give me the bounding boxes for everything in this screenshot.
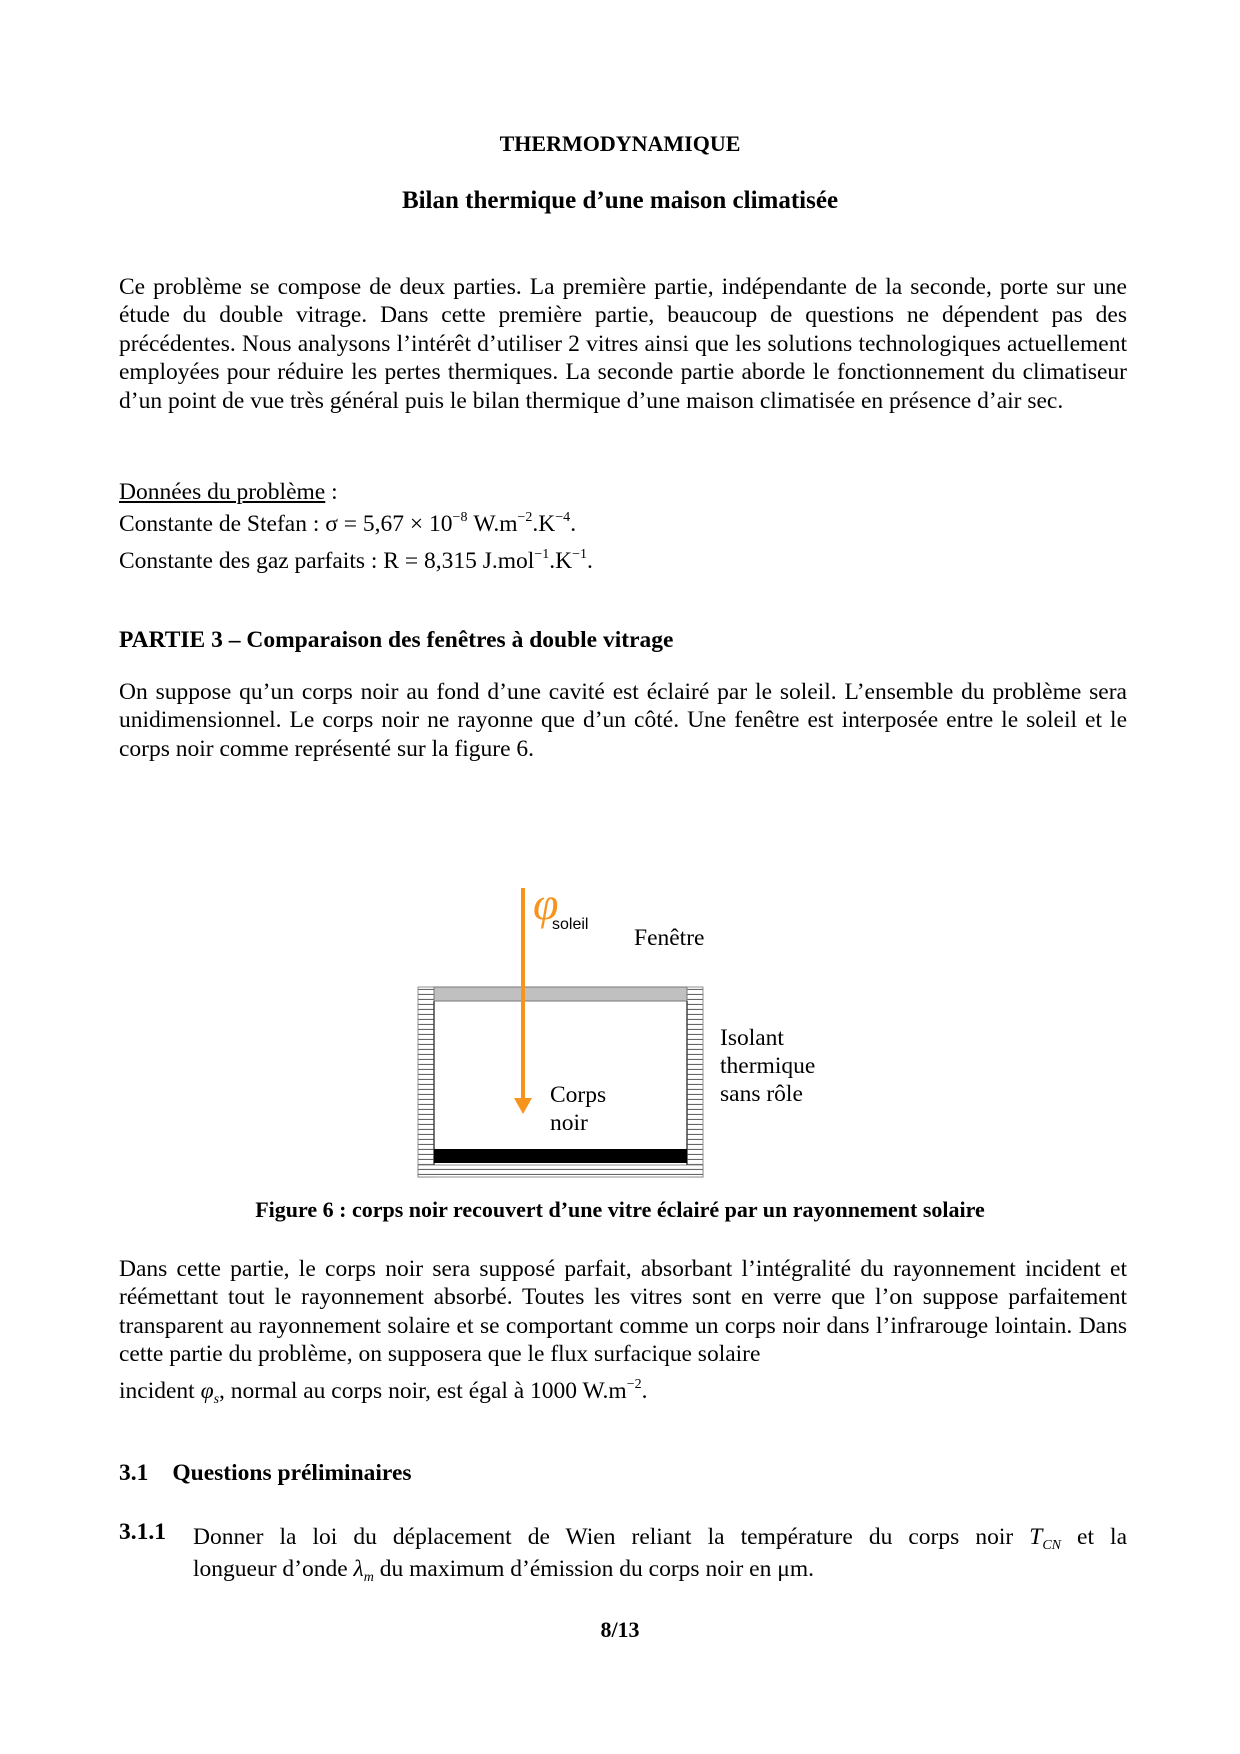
part3-heading: PARTIE 3 – Comparaison des fenêtres à double vitrage bbox=[119, 627, 674, 653]
insulation-bottom bbox=[418, 1165, 703, 1177]
section-3-1-heading bbox=[119, 1460, 412, 1487]
question-number: 3.1.1 bbox=[119, 1519, 166, 1545]
question-text-c: longueur d’onde bbox=[193, 1556, 354, 1582]
intro-paragraph: Ce problème se compose de deux parties. La première partie, indépendante de la seconde, porte sur une étude du double vitrage. Dans cette première partie, beaucoup de questions ne dépendent pas des précédentes. Nous analysons l’intérêt d’utiliser 2 vitres ainsi que les solutions technologiques actuellement employées pour réduire les pertes thermiques. La seconde partie aborde le fonctionnement du climatiseur d’un point de vue très général puis le bilan thermique d’une maison climatisée en présence d’air sec. bbox=[119, 274, 1127, 414]
stefan-unit-exp1: −2 bbox=[517, 510, 533, 525]
phi-s-subscript: s bbox=[213, 1392, 220, 1407]
data-heading-suffix: : bbox=[325, 479, 338, 505]
question-text-b: et la bbox=[1061, 1524, 1128, 1550]
question-line-2 bbox=[193, 1556, 814, 1583]
gas-end: . bbox=[586, 548, 593, 574]
gas-exp1: −1 bbox=[534, 547, 550, 562]
insulation-label-1: Isolant bbox=[720, 1025, 784, 1051]
insulation-label-3: sans rôle bbox=[720, 1081, 803, 1107]
window-glass bbox=[434, 987, 687, 1001]
stefan-exponent: −8 bbox=[452, 510, 468, 525]
insulation-right bbox=[687, 987, 703, 1177]
window-label: Fenêtre bbox=[634, 925, 705, 951]
lambda-symbol: λ bbox=[353, 1556, 364, 1582]
gas-value: R = 8,315 J.mol bbox=[383, 548, 535, 574]
t-symbol: T bbox=[1029, 1524, 1043, 1550]
body-label-1: Corps bbox=[550, 1082, 607, 1108]
insulation-left bbox=[418, 987, 434, 1177]
flux-exponent: −2 bbox=[626, 1377, 642, 1392]
page-title: Bilan thermique d’une maison climatisée bbox=[401, 187, 839, 214]
part3-paragraph: On suppose qu’un corps noir au fond d’une cavité est éclairé par le soleil. L’ensemble du problème sera unidimensionnel. Le corps noir ne rayonne que d’un côté. Une fenêtre est interposée entre le soleil et le corps noir comme représenté sur la figure 6. bbox=[119, 679, 1127, 762]
t-subscript: CN bbox=[1042, 1538, 1061, 1553]
lambda-subscript: m bbox=[363, 1570, 374, 1585]
subject-heading: THERMODYNAMIQUE bbox=[499, 131, 741, 156]
solar-arrow-head bbox=[514, 1098, 532, 1114]
question-text-e: . bbox=[808, 1556, 814, 1582]
stefan-unit: W.m bbox=[467, 511, 518, 537]
body-label-2: noir bbox=[550, 1110, 588, 1136]
section-number: 3.1 bbox=[119, 1460, 149, 1486]
phi-s-symbol: φ bbox=[200, 1378, 214, 1404]
phi-symbol: φ bbox=[533, 878, 559, 929]
page-number: 8/13 bbox=[600, 1617, 640, 1642]
part3-paragraph-2-last bbox=[119, 1378, 647, 1405]
flux-value: 1000 W.m bbox=[530, 1378, 627, 1404]
gas-label: Constante des gaz parfaits : bbox=[119, 548, 384, 574]
phi-subscript: soleil bbox=[552, 916, 589, 933]
stefan-end: . bbox=[570, 511, 577, 537]
part3-paragraph-2-main: Dans cette partie, le corps noir sera supposé parfait, absorbant l’intégralité du rayonnement incident et réémettant tout le rayonnement absorbé. Toutes les vitres sont en verre que l’on suppose parfaitement transparent au rayonnement solaire et se comportant comme un corps noir dans l’infrarouge lointain. Dans cette partie du problème, on supposera que le flux surfacique solaire bbox=[119, 1256, 1127, 1368]
stefan-value: σ = 5,67 × 10 bbox=[325, 511, 453, 537]
gas-exp2: −1 bbox=[572, 547, 587, 562]
question-line-1 bbox=[193, 1519, 1127, 1556]
section-title: Questions préliminaires bbox=[172, 1460, 412, 1486]
figure-caption: Figure 6 : corps noir recouvert d’une vitre éclairé par un rayonnement solaire bbox=[255, 1197, 985, 1222]
black-body bbox=[434, 1149, 687, 1163]
stefan-unit-k: .K bbox=[532, 511, 556, 537]
flux-end: . bbox=[641, 1378, 648, 1404]
stefan-label: Constante de Stefan : bbox=[119, 511, 326, 537]
incident-text: incident bbox=[119, 1378, 201, 1404]
question-text-a: Donner la loi du déplacement de Wien reliant la température du corps noir bbox=[193, 1524, 1030, 1550]
normal-text: , normal au corps noir, est égal à bbox=[219, 1378, 531, 1404]
stefan-unit-exp2: −4 bbox=[555, 510, 571, 525]
part3-paragraph-2 bbox=[119, 1255, 1127, 1369]
gas-unit-k: .K bbox=[549, 548, 573, 574]
data-heading: Données du problème bbox=[119, 479, 326, 505]
question-text-d: du maximum d’émission du corps noir en bbox=[373, 1556, 778, 1582]
unit-text: μm bbox=[777, 1556, 809, 1582]
insulation-label-2: thermique bbox=[720, 1053, 816, 1079]
